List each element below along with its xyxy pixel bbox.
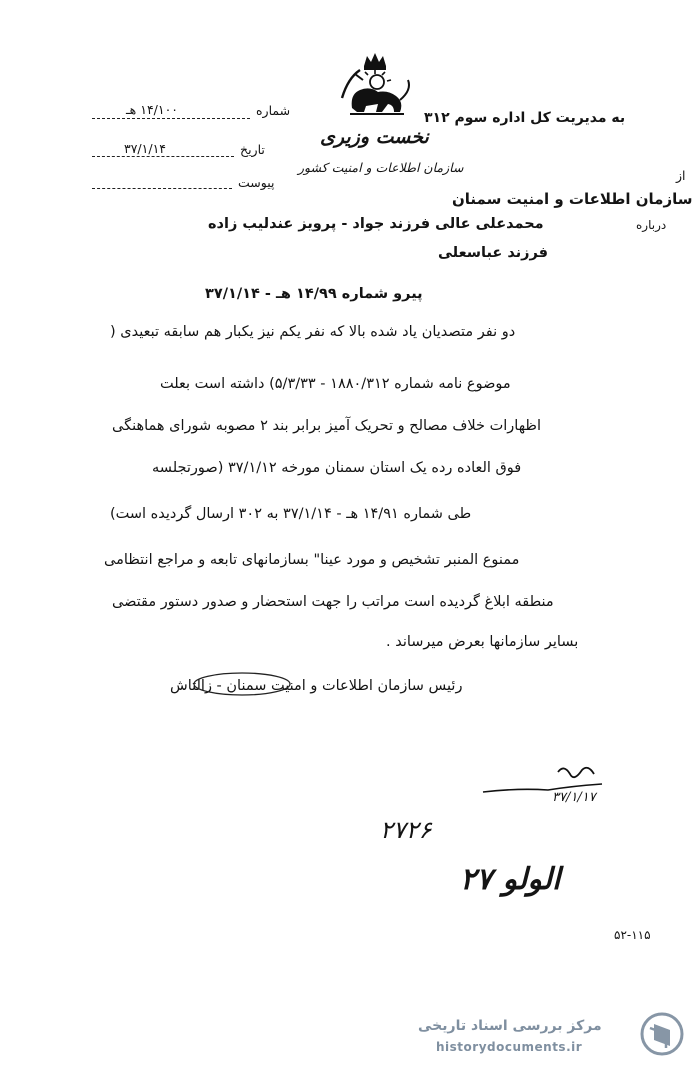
watermark-logo-icon	[640, 1012, 684, 1056]
sender-org: سازمان اطلاعات و امنیت سمنان	[452, 190, 693, 208]
number-field-line	[92, 118, 250, 119]
watermark-title: مرکز بررسی اسناد تاریخی	[418, 1018, 602, 1034]
paragraph-line-2: موضوع نامه شماره ۱۸۸۰/۳۱۲ - ۵/۳/۳۳) داشته است بعلت	[160, 376, 511, 392]
date-field-label: تاریخ	[240, 142, 265, 157]
date-field-value: ۳۷/۱/۱۴	[124, 141, 166, 156]
paragraph-line-6: ممنوع المنبر تشخیص و مورد عینا" بسازمانهای تابعه و مراجع انتظامی	[104, 552, 520, 568]
handwritten-signature-date: ۳۷/۱/۱۷	[552, 790, 596, 805]
subject-line-1: محمدعلی عالی فرزند جواد - پرویز عندلیب زاده	[208, 216, 544, 232]
paragraph-line-7: منطقه ابلاغ گردیده است مراتب را جهت استحضار و صدور دستور مقتضی	[112, 594, 554, 610]
lion-and-sun-emblem	[330, 50, 420, 122]
subject-line-2: فرزند عباسعلی	[438, 245, 549, 261]
paragraph-line-8: بسایر سازمانها بعرض میرساند .	[386, 634, 579, 650]
addressed-to: به مدیریت کل اداره سوم ۳۱۲	[424, 110, 626, 126]
watermark-url: historydocuments.ir	[436, 1040, 583, 1054]
number-field-value: ۱۴/۱۰۰ هـ	[126, 102, 179, 117]
handwritten-note: الولو ۲۷	[460, 862, 561, 897]
number-field-label: شماره	[256, 103, 291, 118]
ink-circle-mark	[192, 670, 292, 698]
from-field-label: از	[676, 168, 686, 183]
paragraph-line-4: فوق العاده رده یک استان سمنان مورخه ۳۷/۱/۱۲ (صورتجلسه	[152, 460, 522, 476]
paragraph-line-5: طی شماره ۱۴/۹۱ هـ - ۳۷/۱/۱۴ به ۳۰۲ ارسال گردیده است)	[110, 506, 472, 522]
date-field-line	[92, 156, 234, 157]
reference-line: پیرو شماره ۱۴/۹۹ هـ - ۳۷/۱/۱۴	[205, 286, 423, 302]
paragraph-line-3: اظهارات خلاف مصالح و تحریک آمیز برابر بند ۲ مصوبه شورای هماهنگی	[112, 418, 541, 434]
subject-label: درباره	[636, 218, 667, 232]
attachment-field-line	[92, 188, 232, 189]
handwritten-number: ۲۷۲۶	[380, 816, 432, 844]
org-primary-title: نخست وزیری	[320, 126, 429, 148]
document-code: ۵۲-۱۱۵	[614, 928, 651, 942]
org-secondary-title: سازمان اطلاعات و امنیت کشور	[298, 160, 464, 175]
attachment-field-label: پیوست	[238, 175, 275, 190]
signature-line: رئیس سازمان اطلاعات و امنیت سمنان - زالتاش	[170, 678, 463, 694]
paragraph-line-1: دو نفر متصدیان یاد شده بالا که نفر یکم نیز یکبار هم سابقه تبعیدی (	[110, 324, 516, 340]
